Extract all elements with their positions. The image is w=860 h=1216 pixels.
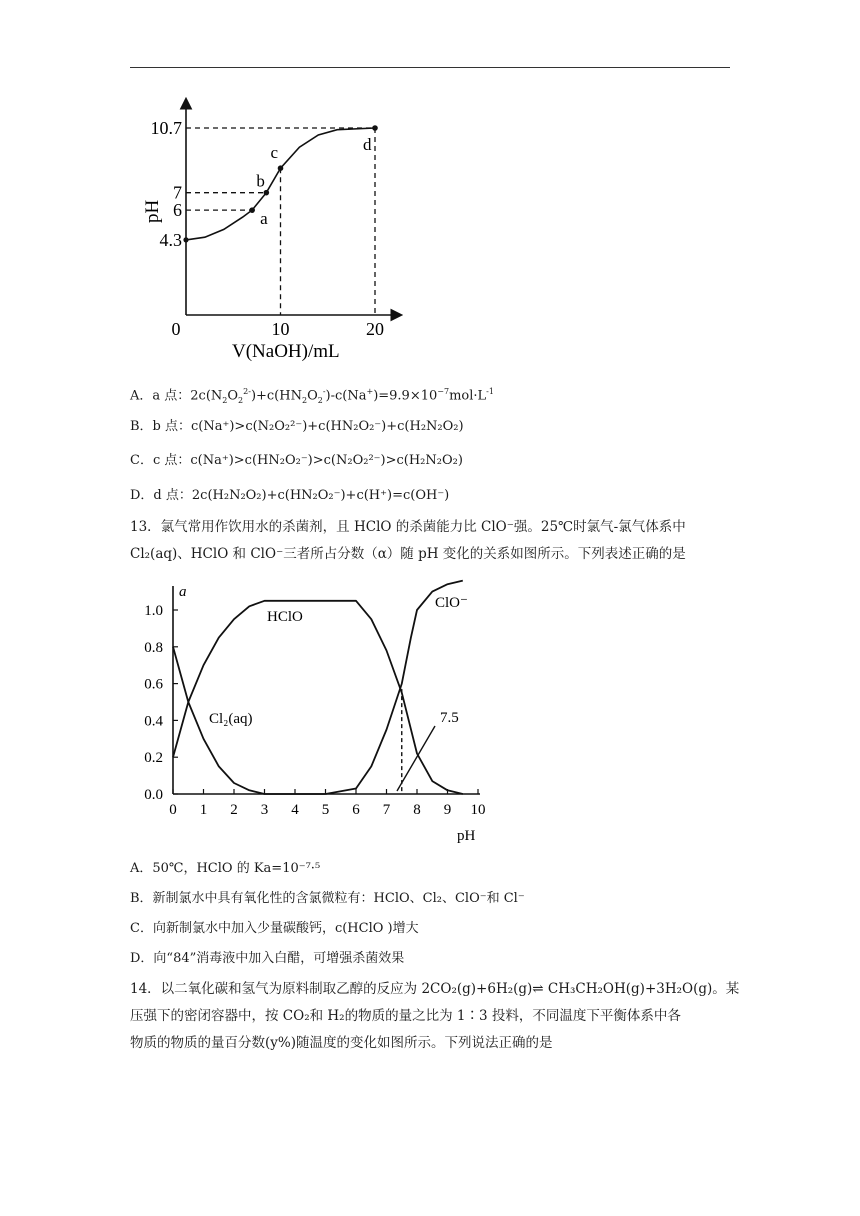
q13-stem: 13．氯气常用作饮用水的杀菌剂，且 HClO 的杀菌能力比 ClO⁻强。25℃时氯气-氯气体系中 Cl₂(aq)、HClO 和 ClO⁻三者所占分数（α）随 pH 变化的关系如图所示。下列表述正确的是 bbox=[130, 519, 686, 562]
x-tick-6: 6 bbox=[352, 802, 360, 818]
point-label-c: c bbox=[270, 143, 279, 163]
ph-titration-chart bbox=[142, 95, 420, 365]
x-tick-1: 1 bbox=[199, 802, 208, 818]
y-axis-label: pH bbox=[142, 199, 163, 223]
x-tick-10: 10 bbox=[271, 319, 290, 339]
series-label-hclo: HClO bbox=[267, 609, 303, 625]
q12-option-a[interactable]: A．a 点：$2c(N_2O_2^{2-})+c(HN_2O_2^-)-c(Na^+)=9.9\times 10^{-7}mol\cdot L^{-1}$ bbox=[130, 387, 494, 405]
x-axis-label: V(NaOH)/mL bbox=[232, 341, 340, 362]
annotation-7.5: 7.5 bbox=[440, 710, 459, 726]
x-tick-5: 5 bbox=[321, 802, 330, 818]
annotation-leader bbox=[397, 726, 435, 791]
y-tick-0.2: 0.2 bbox=[144, 750, 163, 767]
series-2 bbox=[326, 581, 463, 794]
x-tick-10: 10 bbox=[470, 802, 486, 818]
series-label-cl2: Cl₂(aq) bbox=[209, 711, 253, 727]
y-tick-7: 7 bbox=[173, 182, 182, 203]
y-axis-label: a bbox=[179, 584, 187, 600]
x-axis-label: pH bbox=[457, 828, 476, 844]
series-1 bbox=[173, 601, 463, 794]
x-tick-8: 8 bbox=[413, 802, 421, 818]
point-label-a: a bbox=[260, 209, 268, 229]
header-rule bbox=[130, 67, 730, 68]
x-tick-9: 9 bbox=[443, 802, 452, 818]
y-tick-4.3: 4.3 bbox=[159, 229, 182, 250]
q13-option-c[interactable]: C．向新制氯水中加入少量碳酸钙，c(HClO )增大 bbox=[130, 921, 419, 936]
chlorine-species-chart bbox=[135, 578, 495, 850]
point-b bbox=[264, 190, 270, 196]
y-tick-0.0: 0.0 bbox=[144, 787, 163, 803]
q12-option-c[interactable]: C．c 点：c(Na⁺)>c(HN₂O₂⁻)>c(N₂O₂²⁻)>c(H₂N₂O₂) bbox=[130, 453, 463, 468]
q13-option-b[interactable]: B．新制氯水中具有氧化性的含氯微粒有：HClO、Cl₂、ClO⁻和 Cl⁻ bbox=[130, 891, 525, 906]
x-tick-2: 2 bbox=[230, 802, 238, 818]
x-tick-4: 4 bbox=[291, 802, 299, 818]
point-d bbox=[372, 125, 378, 131]
point-start bbox=[183, 237, 188, 242]
q14-stem: 14．以二氧化碳和氢气为原料制取乙醇的反应为 2CO₂(g)+6H₂(g)⇌ CH₃CH₂OH(g)+3H₂O(g)。某 压强下的密闭容器中，按 CO₂和 H₂的物质的量之比为 1∶3 投料，不同温度下平衡体系中各 物质的物质的量百分数(y%)随温度的变化如图所示。下列说法正确的是 bbox=[130, 981, 740, 1051]
y-tick-0.8: 0.8 bbox=[144, 639, 163, 656]
point-a bbox=[249, 207, 255, 213]
series-label-clo: ClO⁻ bbox=[435, 595, 468, 611]
point-c bbox=[278, 165, 284, 171]
y-tick-6: 6 bbox=[173, 200, 182, 221]
q12-option-d[interactable]: D．d 点：2c(H₂N₂O₂)+c(HN₂O₂⁻)+c(H⁺)=c(OH⁻) bbox=[130, 488, 450, 503]
x-tick-0: 0 bbox=[169, 802, 177, 818]
y-tick-0.6: 0.6 bbox=[144, 676, 163, 693]
point-label-d: d bbox=[363, 135, 372, 154]
q13-option-d[interactable]: D．向“84”消毒液中加入白醋，可增强杀菌效果 bbox=[130, 951, 405, 966]
x-tick-7: 7 bbox=[382, 802, 391, 818]
x-tick-20: 20 bbox=[366, 319, 384, 339]
q13-option-a[interactable]: A．50℃，HClO 的 Ka=10⁻⁷·⁵ bbox=[130, 861, 321, 876]
y-tick-0.4: 0.4 bbox=[144, 713, 163, 730]
y-tick-1.0: 1.0 bbox=[144, 603, 163, 619]
point-label-b: b bbox=[256, 171, 265, 191]
y-tick-10.7: 10.7 bbox=[150, 118, 182, 138]
x-tick-0: 0 bbox=[171, 319, 181, 339]
q12-option-b[interactable]: B．b 点：c(Na⁺)>c(N₂O₂²⁻)+c(HN₂O₂⁻)+c(H₂N₂O₂) bbox=[130, 419, 464, 434]
x-tick-3: 3 bbox=[260, 802, 269, 818]
